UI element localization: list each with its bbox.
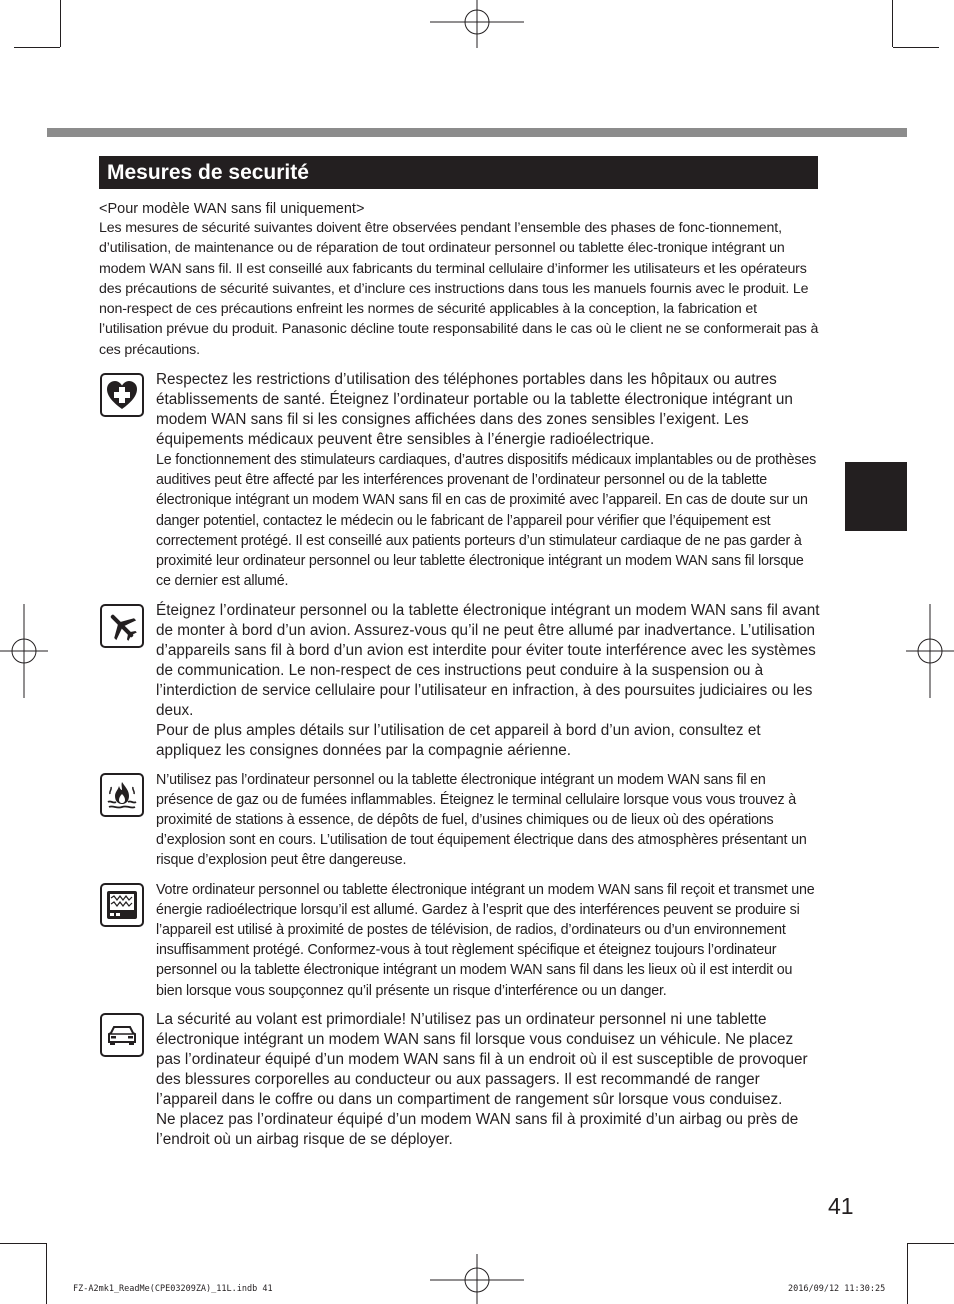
footer-date: 2016/09/12 11:30:25 bbox=[788, 1284, 886, 1294]
section-text: Le fonctionnement des stimulateurs cardiaques, d’autres dispositifs médicaux implantables ou de prothèses auditives peut être affecté par les interférences provenant de l’ordinateur personnel ou de la tablette électronique intégrant un modem WAN sans fil en cas de proximité avec l’appareil. En cas de doute sur un danger potentiel, contactez le médecin ou le fabricant de l’appareil pour vérifier que l’équipement est correctement protégé. Il est conseillé aux patients porteurs d’un stimulateur cardiaque de ne pas garder à proximité leur ordinateur personnel ou leur tablette électronique intégrant un modem WAN sans fil lorsque ce dernier est allumé. bbox=[156, 452, 817, 590]
top-rule bbox=[47, 128, 907, 137]
airplane-icon bbox=[100, 604, 144, 648]
section-text: La sécurité au volant est primordiale! N’utilisez pas un ordinateur personnel ni une tablette électronique intégrant un modem WAN sans fil lorsque vous conduisez un véhicule. Ne placez pas l’ordinateur équipé d’un modem WAN sans fil à un endroit où il est susceptible de provoquer des blessures corporelles au conducteur ou aux passagers. Il est recommandé de ranger l’appareil dans le coffre ou dans un compartiment de rangement sûr lorsque vous conduisez. bbox=[156, 1010, 808, 1108]
intro-text: Les mesures de sécurité suivantes doivent être observées pendant l’ensemble des phases de fonc-tionnement, d’utilisation, de maintenance ou de réparation de tout ordinateur personnel ou tablette élec-tronique intégrant un modem WAN sans fil. Il est conseillé aux fabricants du terminal cellulaire d’informer les utilisateurs et les opérateurs des précautions de sécurité suivantes, et d’inclure ces instructions dans tous les manuels fournis avec le produit. Le non-respect de ces précautions enfreint les normes de sécurité applicables à la conception, la fabrication et l’utilisation prévue du produit. Panasonic décline toute responsabilité dans le cas où le client ne se conformerait pas à ces précautions. bbox=[99, 220, 819, 358]
safety-section-driving bbox=[99, 1010, 821, 1150]
crop-mark bbox=[908, 1243, 954, 1244]
intro-heading: <Pour modèle WAN sans fil uniquement> bbox=[99, 201, 365, 217]
crop-mark bbox=[14, 47, 60, 48]
registration-mark-left bbox=[0, 604, 50, 698]
section-text: Ne placez pas l’ordinateur équipé d’un modem WAN sans fil à proximité d’un airbag ou près de l’endroit où un airbag risque de se déployer. bbox=[156, 1110, 799, 1148]
section-text: Respectez les restrictions d’utilisation des téléphones portables dans les hôpitaux ou autres établissements de santé. Éteignez l’ordinateur portable ou la tablette électronique intégrant un modem WAN sans fil si les consignes affichées dans des zones sensibles l’exigent. Les équipements médicaux peuvent être sensibles à l’énergie radioélectrique. bbox=[156, 371, 793, 449]
crop-mark bbox=[0, 1243, 46, 1244]
crop-mark bbox=[907, 1243, 908, 1304]
page-title: Mesures de securité bbox=[99, 156, 818, 189]
safety-section-interference bbox=[99, 880, 821, 1001]
registration-mark-top bbox=[430, 0, 524, 50]
medical-heart-icon bbox=[100, 373, 144, 417]
crop-mark bbox=[892, 0, 893, 47]
tv-interference-icon bbox=[100, 883, 144, 927]
registration-mark-right bbox=[906, 604, 954, 698]
section-tab bbox=[845, 462, 907, 531]
section-text: Pour de plus amples détails sur l’utilisation de cet appareil à bord d’un avion, consultez et appliquez les consignes données par la compagnie aérienne. bbox=[156, 721, 761, 759]
safety-section-flammable bbox=[99, 770, 821, 871]
page-number: 41 bbox=[828, 1193, 854, 1219]
main-content bbox=[99, 200, 821, 1150]
registration-mark-bottom bbox=[430, 1250, 524, 1304]
section-text: Votre ordinateur personnel ou tablette électronique intégrant un modem WAN sans fil reçoit et transmet une énergie radioélectrique lorsqu’il est allumé. Gardez à l’esprit que des interférences peuvent se produire si l’appareil est utilisé à proximité de postes de télévision, de radios, d’ordinateurs ou d’un environnement insuffisamment protégé. Conformez-vous à tout règlement spécifique et éteignez toujours l’ordinateur personnel ou la tablette électronique intégrant un modem WAN sans fil dans les lieux où il est interdit ou bien lorsque vous soupçonnez qu’il présente un risque d’interférence ou un danger. bbox=[156, 881, 815, 999]
car-icon bbox=[100, 1013, 144, 1057]
crop-mark bbox=[60, 0, 61, 47]
crop-mark bbox=[893, 47, 939, 48]
flammable-gas-icon bbox=[100, 773, 144, 817]
crop-mark bbox=[46, 1243, 47, 1304]
section-text: N’utilisez pas l’ordinateur personnel ou la tablette électronique intégrant un modem WAN sans fil en présence de gaz ou de fumées inflammables. Éteignez le terminal cellulaire lorsque vous vous trouvez à proximité de stations à essence, de dépôts de fuel, d’usines chimiques ou de lieux où des opérations d’explosion sont en cours. L’utilisation de tout équipement électrique dans des atmosphères présentant un risque d’explosion peut être dangereuse. bbox=[156, 771, 807, 869]
safety-section-medical bbox=[99, 370, 821, 591]
safety-section-airplane bbox=[99, 601, 821, 761]
section-text: Éteignez l’ordinateur personnel ou la tablette électronique intégrant un modem WAN sans fil avant de monter à bord d’un avion. Assurez-vous qu’il ne peut être allumé par inadvertance. L’utilisation d’appareils sans fil à bord d’un avion est interdite pour éviter toute interférence avec les systèmes de communication. Le non-respect de ces instructions peut conduire à la suspension ou à l’interdiction de service cellulaire pour l’utilisateur en infraction, à des poursuites judiciaires ou les deux. bbox=[156, 601, 820, 719]
footer-file-info: FZ-A2mk1_ReadMe(CPE03209ZA)_11L.indb 41 bbox=[73, 1284, 273, 1294]
